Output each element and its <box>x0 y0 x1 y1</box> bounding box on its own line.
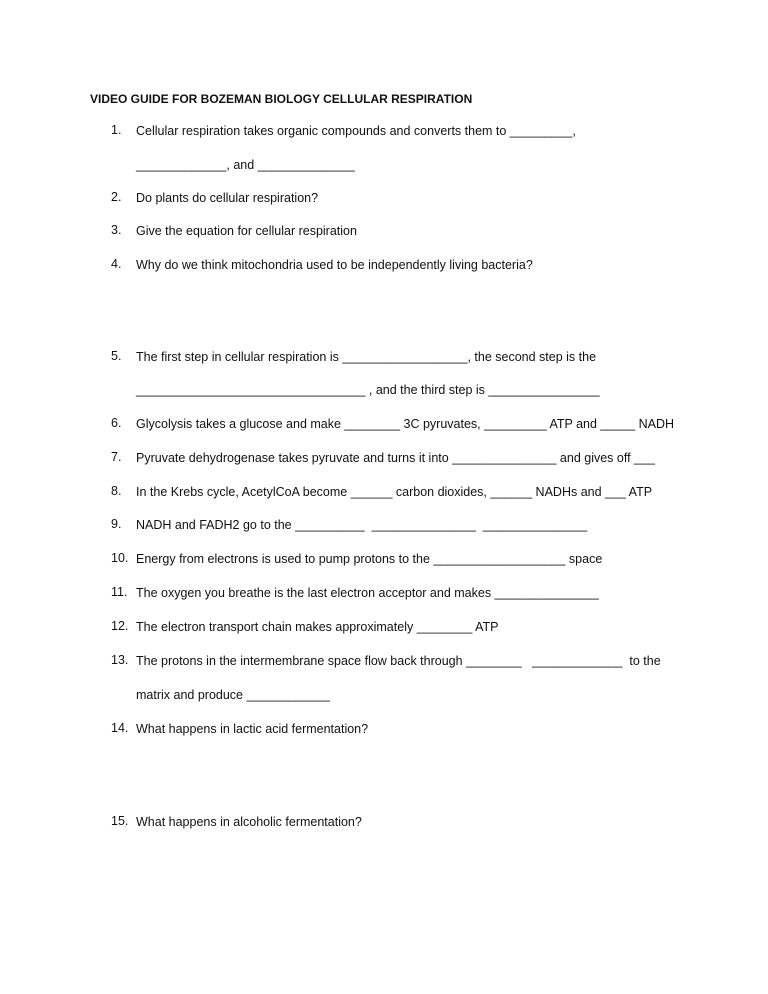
question-text: What happens in lactic acid fermentation? <box>136 722 369 736</box>
question-text: Glycolysis takes a glucose and make ________ 3C pyruvates, _________ ATP and _____ NADH <box>136 417 675 431</box>
question-text: Give the equation for cellular respiration <box>136 224 357 238</box>
question-text: Pyruvate dehydrogenase takes pyruvate and turns it into _______________ and gives off ___ <box>136 451 655 465</box>
question-text: Cellular respiration takes organic compounds and converts them to _________, <box>136 124 576 138</box>
question-text: Energy from electrons is used to pump protons to the ___________________ space <box>136 552 603 566</box>
question-text: The electron transport chain makes approximately ________ ATP <box>136 620 499 634</box>
question-continuation: _________________________________ , and the third step is ________________ <box>136 383 600 397</box>
question-text: NADH and FADH2 go to the __________ _______________ _______________ <box>136 518 588 532</box>
question-text: The first step in cellular respiration is __________________, the second step is the <box>136 350 597 364</box>
question-number: 12. <box>111 619 129 633</box>
question-number: 11. <box>111 585 128 599</box>
question-text: The protons in the intermembrane space flow back through ________ _____________ to the <box>136 654 661 668</box>
question-number: 8. <box>111 484 122 498</box>
question-number: 4. <box>111 257 122 271</box>
question-text: What happens in alcoholic fermentation? <box>136 815 362 829</box>
question-continuation: matrix and produce ____________ <box>136 688 330 702</box>
question-text: Why do we think mitochondria used to be independently living bacteria? <box>136 258 533 272</box>
question-number: 15. <box>111 814 129 828</box>
question-number: 5. <box>111 349 122 363</box>
question-number: 10. <box>111 551 129 565</box>
question-text: In the Krebs cycle, AcetylCoA become ______ carbon dioxides, ______ NADHs and ___ ATP <box>136 485 653 499</box>
question-number: 7. <box>111 450 122 464</box>
question-number: 1. <box>111 123 122 137</box>
question-number: 2. <box>111 190 122 204</box>
question-continuation: _____________, and ______________ <box>136 158 355 172</box>
question-number: 13. <box>111 653 129 667</box>
question-number: 14. <box>111 721 129 735</box>
question-text: The oxygen you breathe is the last electron acceptor and makes _______________ <box>136 586 599 600</box>
question-text: Do plants do cellular respiration? <box>136 191 319 205</box>
question-number: 3. <box>111 223 122 237</box>
question-number: 6. <box>111 416 122 430</box>
worksheet-title: VIDEO GUIDE FOR BOZEMAN BIOLOGY CELLULAR RESPIRATION <box>90 92 473 106</box>
question-number: 9. <box>111 517 122 531</box>
